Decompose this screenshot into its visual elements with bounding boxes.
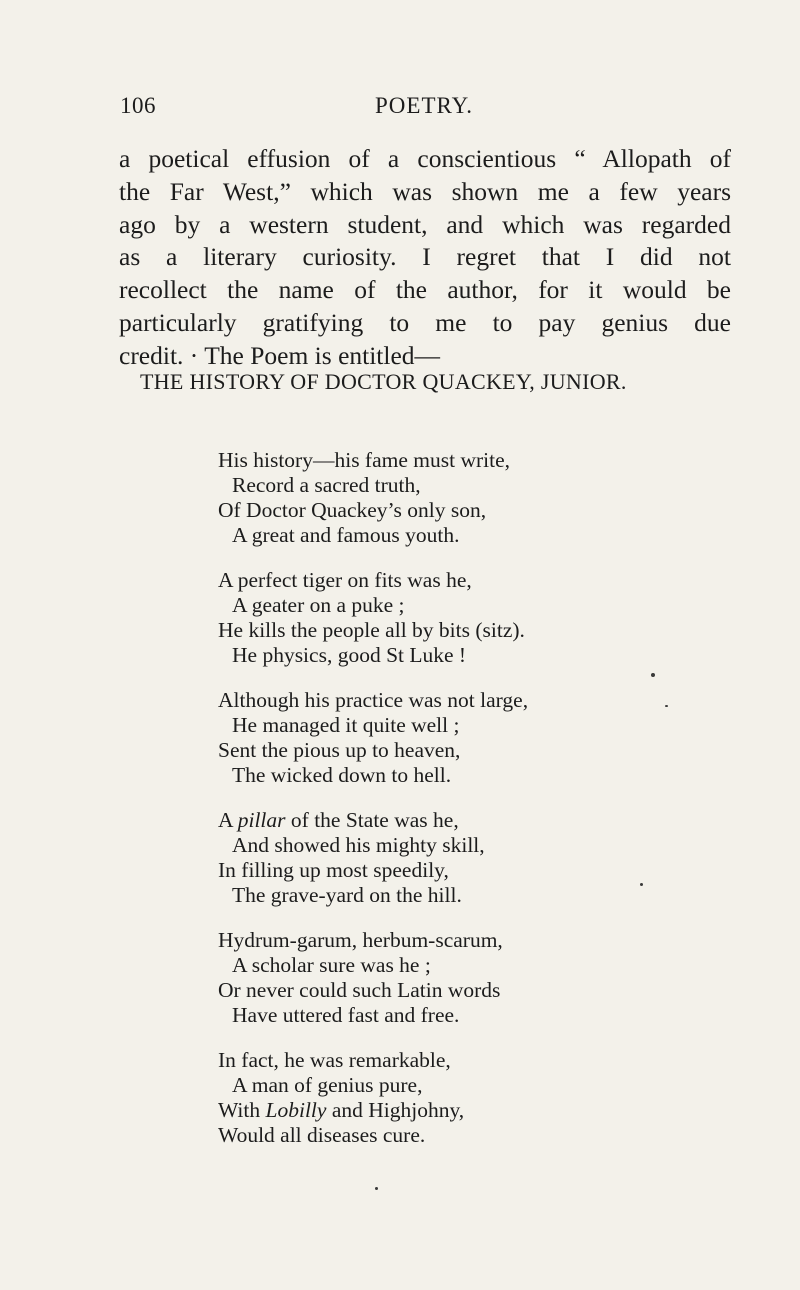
verse-line: In fact, he was remarkable,: [218, 1048, 451, 1072]
verse-line: A scholar sure was he ;: [232, 953, 431, 977]
stanza: [218, 1048, 638, 1148]
intro-paragraph: [119, 143, 731, 373]
verse-line: Have uttered fast and free.: [232, 1003, 460, 1027]
ink-speck: [640, 883, 643, 886]
page-number: 106: [120, 93, 156, 118]
stanza: [218, 808, 638, 908]
intro-line: ago by a western student, and which was regarded: [119, 209, 731, 239]
stanza: [218, 568, 638, 668]
verse-line: Hydrum-garum, herbum-scarum,: [218, 928, 503, 952]
stanza: [218, 688, 638, 788]
verse-line: Record a sacred truth,: [232, 473, 421, 497]
verse-line: A geater on a puke ;: [232, 593, 405, 617]
intro-line: particularly gratifying to me to pay genius due: [119, 307, 731, 337]
stanza: [218, 448, 638, 548]
running-head: [120, 93, 730, 123]
running-title: POETRY.: [375, 93, 473, 118]
ink-speck: [665, 705, 668, 707]
ink-speck: [375, 1187, 378, 1190]
intro-line: the Far West,” which was shown me a few years: [119, 176, 731, 206]
verse-line: A great and famous youth.: [232, 523, 460, 547]
verse-line: Sent the pious up to heaven,: [218, 738, 461, 762]
verse-line: He physics, good St Luke !: [232, 643, 467, 667]
intro-line: a poetical effusion of a conscientious “ Allopath of: [119, 144, 731, 173]
verse-line: The grave-yard on the hill.: [232, 883, 462, 907]
verse-line: Or never could such Latin words: [218, 978, 501, 1002]
verse-line: With Lobilly and Highjohny,: [218, 1098, 465, 1122]
verse-line: Although his practice was not large,: [218, 688, 529, 712]
intro-line: as a literary curiosity. I regret that I did not: [119, 242, 731, 272]
verse-line: Would all diseases cure.: [218, 1123, 426, 1147]
verse-line: In filling up most speedily,: [218, 858, 449, 882]
verse-line: And showed his mighty skill,: [232, 833, 485, 857]
intro-line: credit. · The Poem is entitled—: [119, 340, 441, 370]
verse-line: He managed it quite well ;: [232, 713, 460, 737]
verse-line: The wicked down to hell.: [232, 763, 452, 787]
poem: [218, 448, 638, 1168]
intro-line: recollect the name of the author, for it would be: [119, 275, 731, 305]
verse-line: A pillar of the State was he,: [218, 808, 459, 832]
verse-line: He kills the people all by bits (sitz).: [218, 618, 525, 642]
verse-line: A man of genius pure,: [232, 1073, 423, 1097]
verse-line: His history—his fame must write,: [218, 448, 511, 472]
ink-speck: [651, 673, 655, 677]
verse-line: A perfect tiger on fits was he,: [218, 568, 472, 592]
verse-line: Of Doctor Quackey’s only son,: [218, 498, 487, 522]
poem-title: THE HISTORY OF DOCTOR QUACKEY, JUNIOR.: [140, 369, 627, 394]
stanza: [218, 928, 638, 1028]
